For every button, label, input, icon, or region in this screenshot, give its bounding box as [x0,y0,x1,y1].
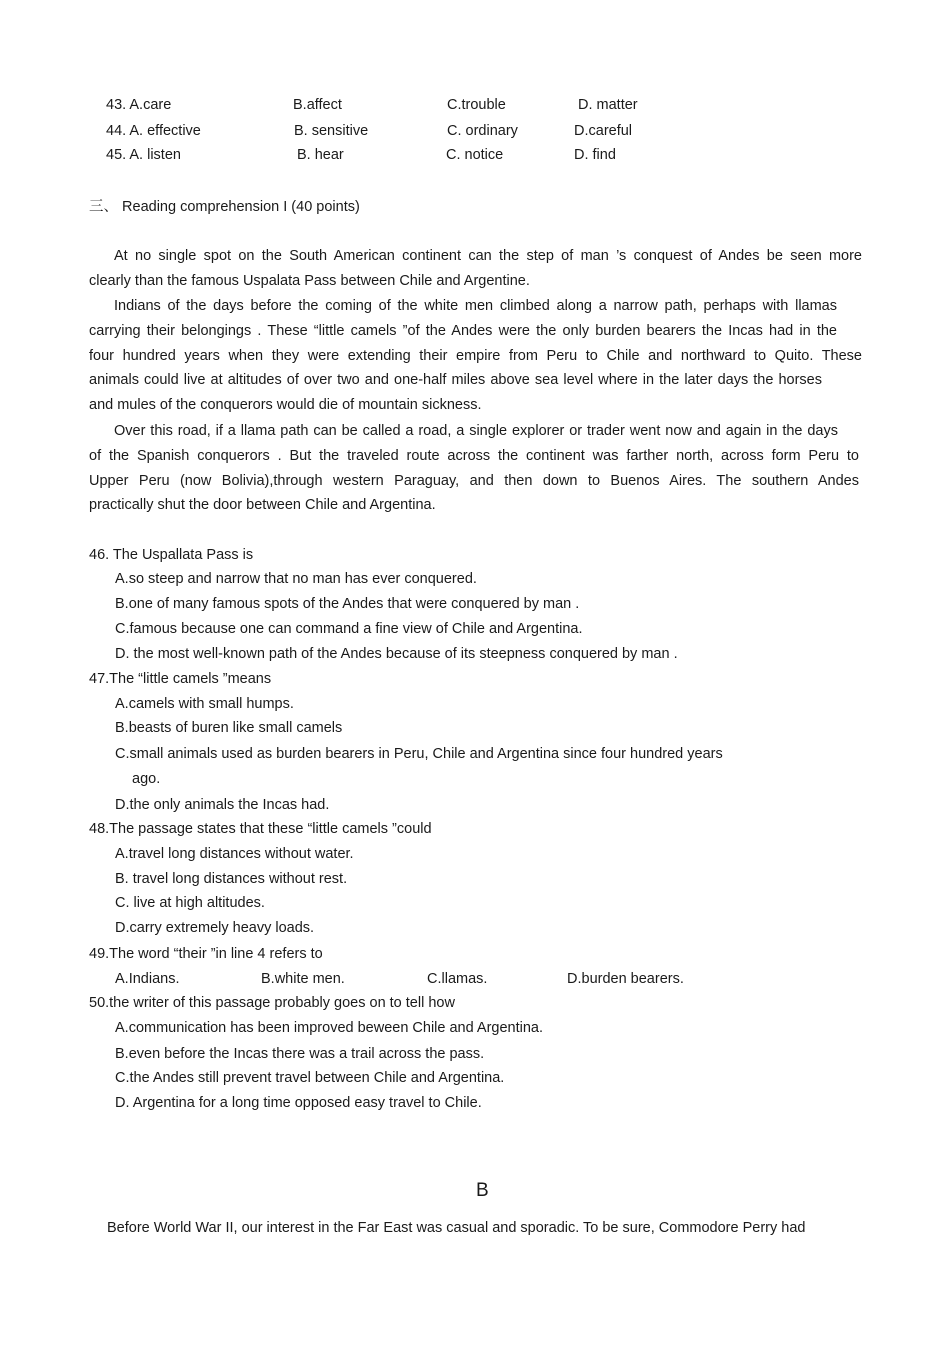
option-44-b: B. sensitive [294,123,369,139]
option-45-a: 45. A. listen [106,147,181,163]
question-47-option-a: A.camels with small humps. [115,696,294,712]
question-47-option-d: D.the only animals the Incas had. [115,797,330,813]
question-50-option-b: B.even before the Incas there was a trail across the pass. [115,1046,485,1062]
question-50-stem: 50.the writer of this passage probably goes on to tell how [89,995,455,1011]
option-44-c: C. ordinary [447,123,518,139]
option-45-d: D. find [574,147,616,163]
passage-line: and mules of the conquerors would die of mountain sickness. [89,397,482,414]
section-b-heading: B [476,1180,489,1201]
option-43-b: B.affect [293,97,342,113]
question-48-option-d: D.carry extremely heavy loads. [115,920,315,936]
question-47-option-b: B.beasts of buren like small camels [115,720,343,736]
question-48-option-c: C. live at high altitudes. [115,895,265,911]
passage-paragraph-2 [89,294,862,418]
question-46-option-d: D. the most well-known path of the Andes because of its steepness conquered by man . [115,646,678,662]
question-47-option-c: C.small animals used as burden bearers in Peru, Chile and Argentina since four hundred years [115,746,723,762]
question-48-stem: 48.The passage states that these “little camels ”could [89,821,432,837]
passage-line: carrying their belongings . These “little camels ”of the Andes were the only burden bearers the Incas had in the [89,322,837,339]
question-50-option-a: A.communication has been improved beween Chile and Argentina. [115,1020,544,1036]
question-50-option-d: D. Argentina for a long time opposed easy travel to Chile. [115,1095,482,1111]
question-47-stem: 47.The “little camels ”means [89,671,272,687]
option-45-c: C. notice [446,147,504,163]
question-50-option-c: C.the Andes still prevent travel between Chile and Argentina. [115,1070,505,1086]
passage-line: practically shut the door between Chile and Argentina. [89,497,436,514]
section-b-first-line: Before World War II, our interest in the Far East was casual and sporadic. To be sure, Commodore Perry had [107,1220,806,1236]
passage-line: Over this road, if a llama path can be called a road, a single explorer or trader went now and again in the days [114,423,838,439]
passage-line: of the Spanish conquerors . But the traveled route across the continent was farther north, across form Peru to [89,447,859,464]
question-48-option-b: B. travel long distances without rest. [115,871,348,887]
option-43-a: 43. A.care [106,97,172,113]
passage-line: clearly than the famous Uspalata Pass between Chile and Argentine. [89,272,530,289]
question-49-stem: 49.The word “their ”in line 4 refers to [89,946,323,962]
passage-paragraph-3 [89,419,862,518]
question-49-option-d: D.burden bearers. [567,971,684,987]
question-48-option-a: A.travel long distances without water. [115,846,354,862]
passage-line: Indians of the days before the coming of the white men climbed along a narrow path, perhaps with llamas [114,298,837,314]
passage-line: animals could live at altitudes of over two and one-half miles above sea level where in the later days the horses [89,372,822,389]
passage-paragraph-1 [89,244,862,294]
option-45-b: B. hear [297,147,344,163]
option-44-a: 44. A. effective [106,123,201,139]
question-46-option-b: B.one of many famous spots of the Andes that were conquered by man . [115,596,580,612]
passage-line: Upper Peru (now Bolivia),through western Paraguay, and then down to Buenos Aires. The southern Andes [89,472,859,489]
option-43-d: D. matter [578,97,638,113]
question-46-stem: 46. The Uspallata Pass is [89,547,254,563]
question-46-option-a: A.so steep and narrow that no man has ever conquered. [115,571,477,587]
passage-line: At no single spot on the South American continent can the step of man ’s conquest of Andes be seen more [114,248,862,264]
passage-line: four hundred years when they were extending their empire from Peru to Chile and northward to Quito. These [89,347,862,364]
section-title: 三、 Reading comprehension I (40 points) [89,199,360,215]
option-43-c: C.trouble [447,97,506,113]
question-49-option-a: A.Indians. [115,971,180,987]
question-47-option-c-continued: ago. [132,771,161,787]
option-44-d: D.careful [574,123,633,139]
question-49-option-b: B.white men. [261,971,345,987]
question-49-option-c: C.llamas. [427,971,488,987]
question-46-option-c: C.famous because one can command a fine view of Chile and Argentina. [115,621,583,637]
